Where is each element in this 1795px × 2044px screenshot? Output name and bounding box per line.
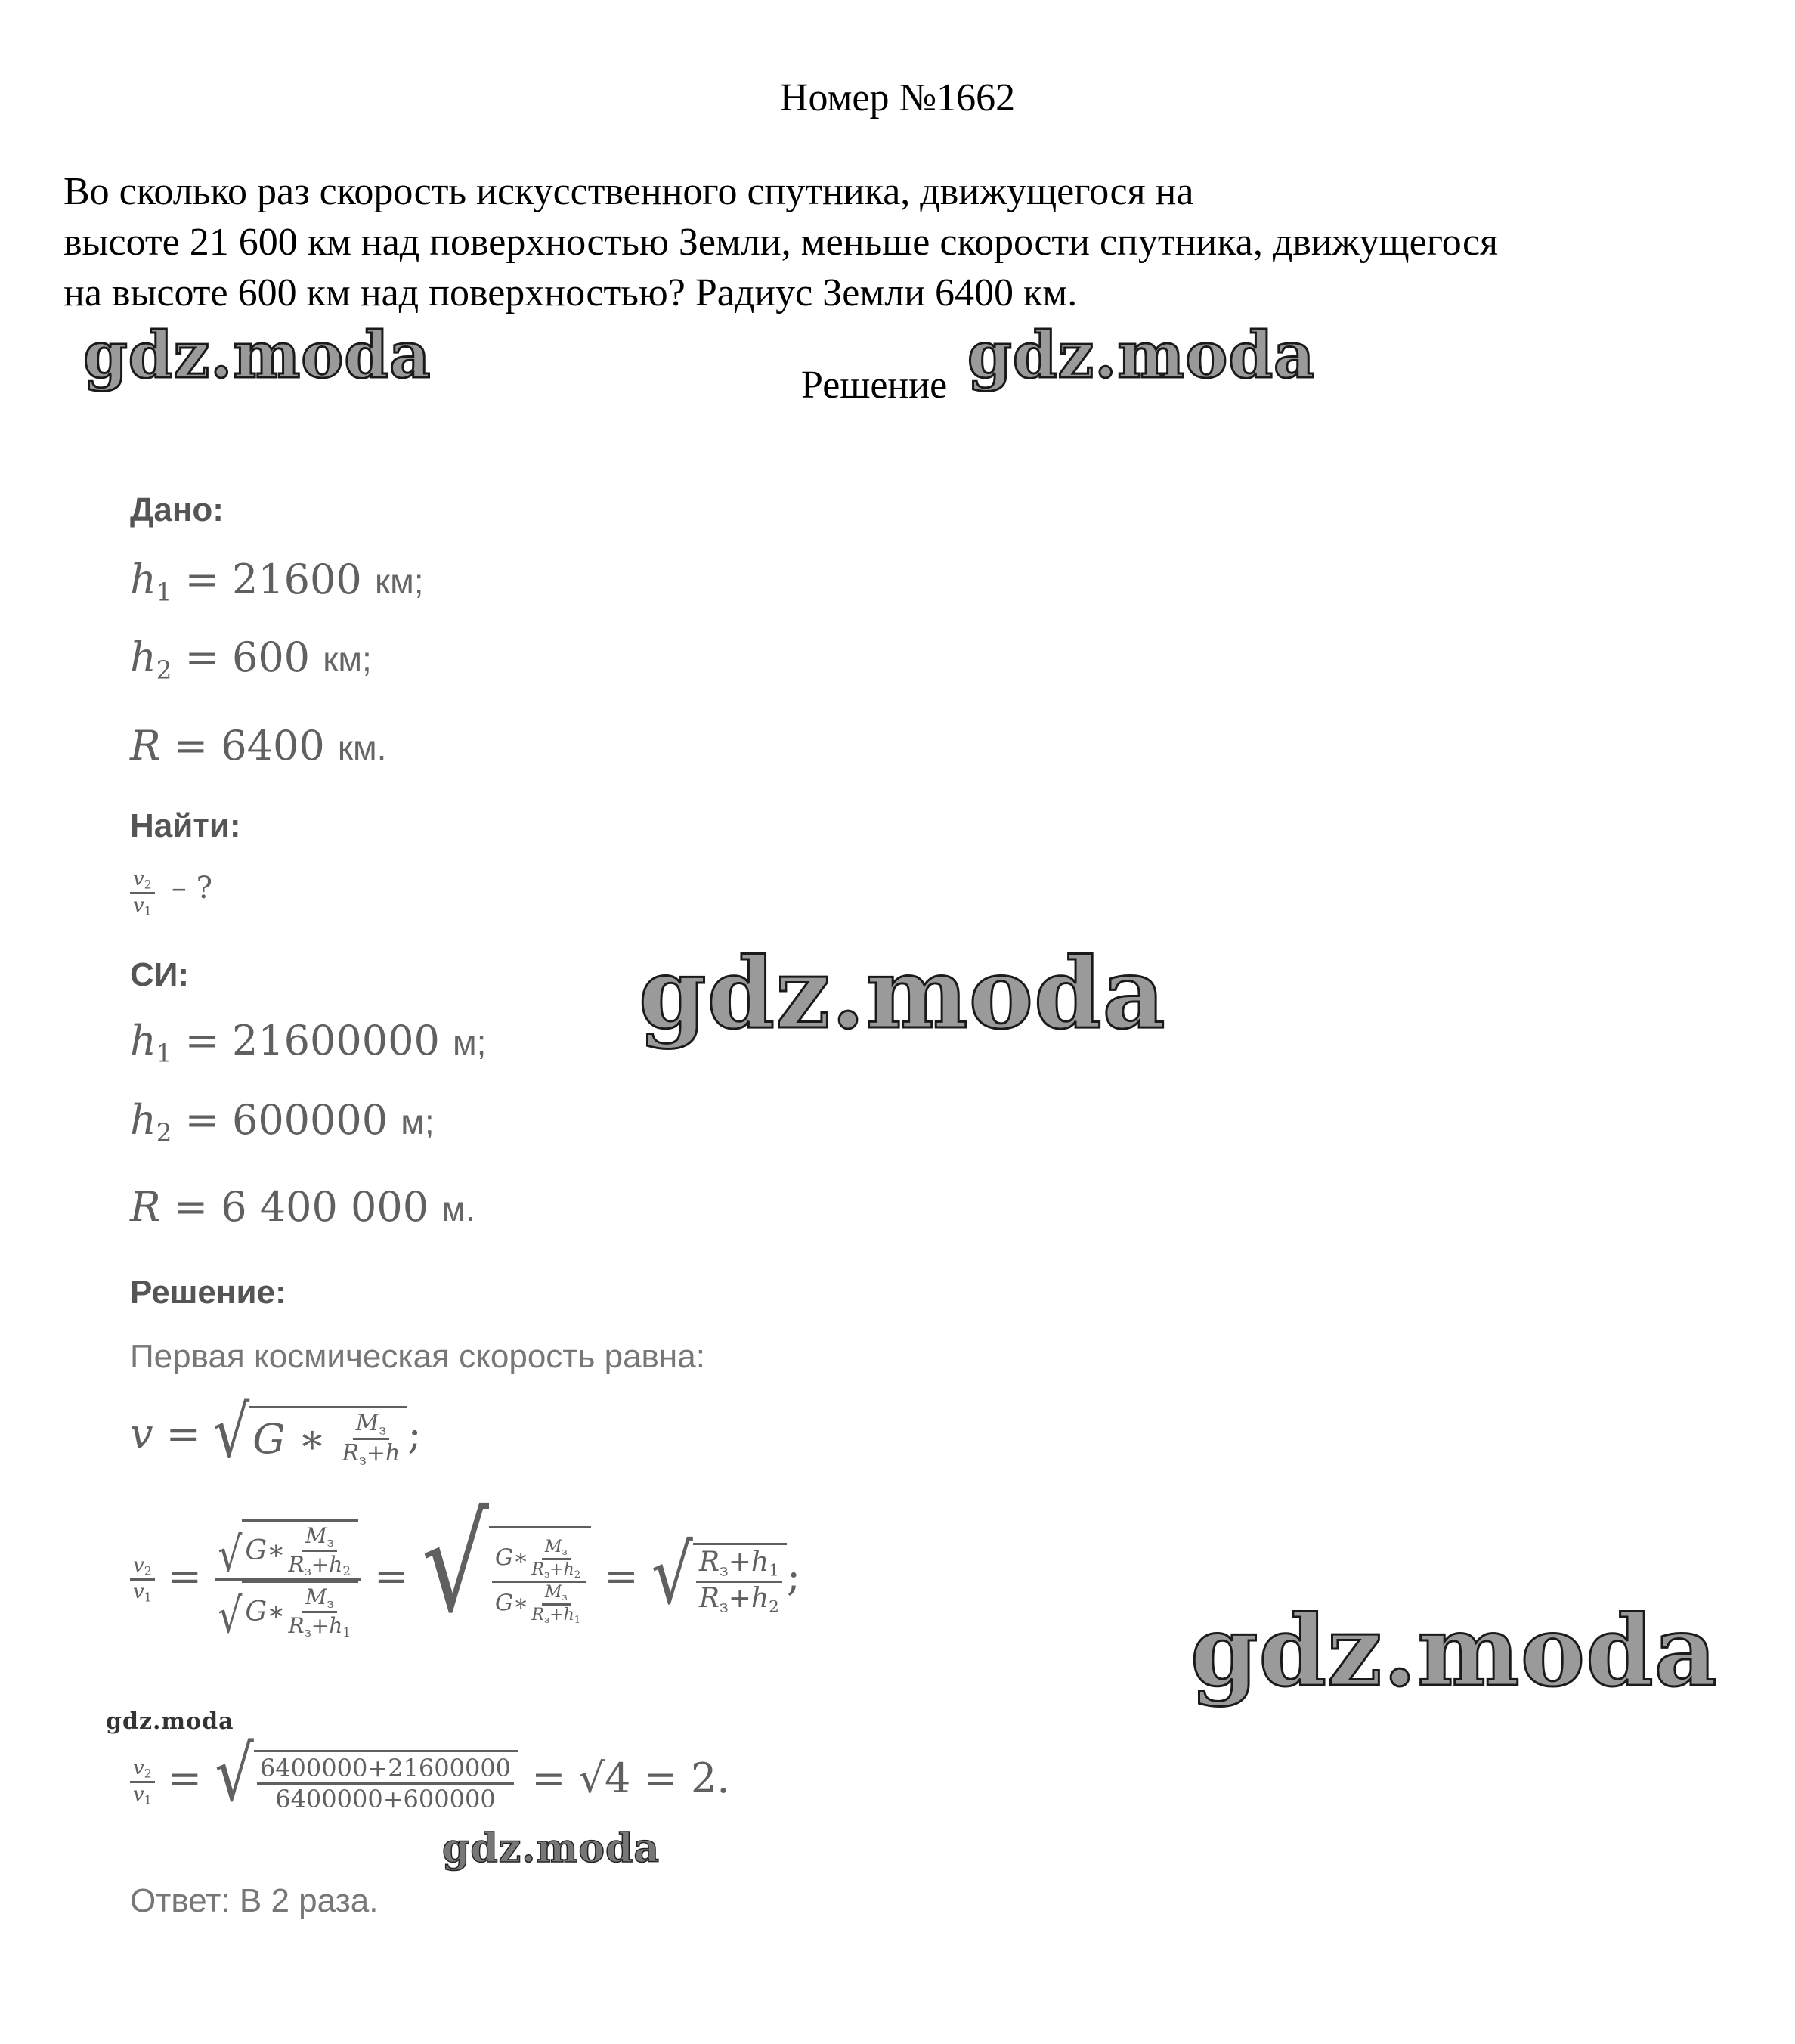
given-r-unit: км. — [337, 728, 387, 767]
problem-statement — [63, 166, 1756, 318]
si-h1-value: = 21600000 — [184, 1017, 440, 1064]
numeric-result-value: = √4 = 2. — [531, 1754, 730, 1802]
given-label: Дано: — [130, 491, 224, 528]
si-h2-unit: м; — [401, 1102, 435, 1141]
solution-label: Решение: — [130, 1274, 286, 1311]
given-h2: $h_2 = 600$ км; — [130, 633, 372, 685]
watermark: gdz.moda — [83, 317, 432, 392]
given-r-value: = 6400 — [173, 722, 325, 770]
ratio-derivation: $\frac{v_2}{v_1}$ = √ G ∗ $\frac{M_з}{R_з+h_2}$ √ G ∗ $\frac{M_з}{R_з+h_1}$ = √ G∗ $\frac{M_з}{R_з+h_2}$ G∗ $\frac{M_з}{R_з+h_1}$ = √ $\frac{R_з+h_1}{R_з+h_2}$ ; — [130, 1519, 800, 1640]
page-title: Номер №1662 — [779, 76, 1016, 119]
si-h1-unit: м; — [453, 1023, 487, 1062]
watermark: gdz.moda — [442, 1826, 661, 1872]
si-r-value: = 6 400 000 — [173, 1183, 429, 1231]
numeric-den: 6400000+600000 — [275, 1785, 496, 1813]
problem-line: высоте 21 600 км над поверхностью Земли, меньше скорости спутника, движущегося — [63, 221, 1499, 264]
given-r: R = 6400 км. — [130, 722, 387, 770]
watermark: gdz.moda — [106, 1708, 234, 1735]
sqrt-symbol: √ G ∗ $\frac{M_з}{R_з+h}$ — [213, 1406, 407, 1469]
given-h1-value: = 21600 — [184, 556, 362, 603]
find-expression — [130, 868, 212, 918]
problem-line: на высоте 600 км над поверхностью? Радиус Земли 6400 км. — [63, 271, 1078, 314]
given-h2-value: = 600 — [184, 633, 311, 681]
numeric-result: $\frac{v_2}{v_1}$ = √ $\frac{6400000+21600000}{6400000+600000}$ = √4 = 2. — [130, 1750, 729, 1813]
first-cosmic-text: Первая космическая скорость равна: — [130, 1338, 705, 1375]
problem-line: Во сколько раз скорость искусственного спутника, движущегося на — [63, 170, 1194, 213]
si-label: СИ: — [130, 956, 190, 993]
si-h2: $h_2 = 600000$ м; — [130, 1096, 435, 1147]
answer: Ответ: В 2 раза. — [130, 1882, 379, 1919]
watermark: gdz.moda — [967, 317, 1316, 392]
si-h2-value: = 600000 — [184, 1096, 388, 1144]
ratio-v2-v1: $\frac{v_2}{v_1}$ — [130, 868, 155, 918]
given-h1-unit: км; — [374, 562, 424, 601]
si-h1: $h_1 = 21600000$ м; — [130, 1017, 487, 1068]
find-suffix: – ? — [171, 871, 213, 906]
given-h1: $h_1 = 21600$ км; — [130, 556, 424, 607]
velocity-formula: v = √ G ∗ $\frac{M_з}{R_з+h}$ ; — [130, 1390, 422, 1474]
given-h2-unit: км; — [323, 640, 372, 679]
watermark: gdz.moda — [1190, 1595, 1718, 1708]
find-label: Найти: — [130, 807, 241, 844]
watermark: gdz.moda — [639, 937, 1166, 1051]
numeric-num: 6400000+21600000 — [257, 1754, 514, 1785]
si-r-unit: м. — [441, 1189, 475, 1228]
si-r: R = 6 400 000 м. — [130, 1183, 475, 1231]
solution-heading: Решение — [801, 364, 948, 407]
